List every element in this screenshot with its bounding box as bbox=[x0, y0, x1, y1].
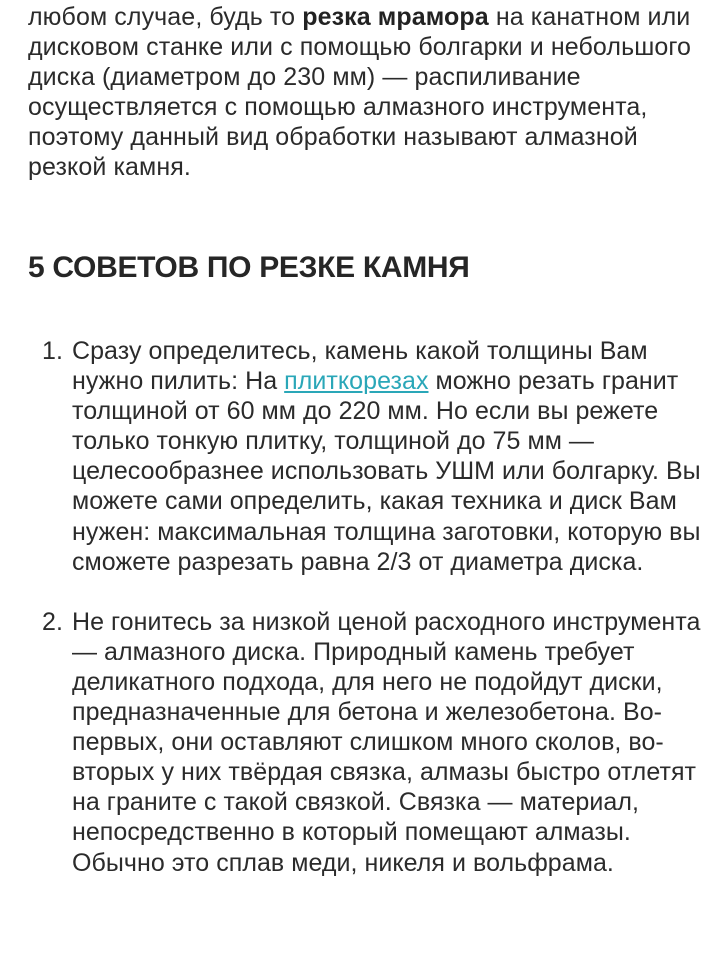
tip-text-after: можно резать гранит толщиной от 60 мм до 220 мм. Но если вы режете только тонкую плитку, толщиной до 75 мм — целесообразнее использовать УШМ или болгарку. Вы можете сами определить, какая техника и диск Вам нужен: максимальная толщина заготовки, которую вы сможете разрезать равна 2/3 от диаметра диска. bbox=[72, 367, 701, 576]
tip-item-1 bbox=[28, 336, 712, 577]
tip-text-before: Сразу определитесь, камень какой толщины Вам нужно пилить: На bbox=[72, 337, 648, 396]
tip-text: Не гонитесь за низкой ценой расходного инструмента — алмазного диска. Природный камень требует деликатного подхода, для него не подойдут диски, предназначенные для бетона и железобетона. Во-первых, они оставляют слишком много сколов, во-вторых у них твёрдая связка, алмазы быстро отлетят на граните с такой связкой. Связка — материал, непосредственно в который помещают алмазы. Обычно это сплав меди, никеля и вольфрама. bbox=[72, 607, 701, 877]
intro-text-before: любом случае, будь то bbox=[28, 3, 303, 31]
tip-number: 1. bbox=[42, 337, 63, 365]
tips-list bbox=[28, 336, 712, 878]
tip-number: 2. bbox=[42, 607, 63, 636]
tile-cutters-link[interactable]: плиткорезах bbox=[284, 367, 429, 396]
intro-bold-term: резка мрамора bbox=[302, 3, 489, 31]
intro-paragraph bbox=[28, 2, 712, 182]
tip-item-2 bbox=[28, 607, 712, 878]
section-heading: 5 СОВЕТОВ ПО РЕЗКЕ КАМНЯ bbox=[28, 251, 470, 284]
intro-text-after: на канатном или дисковом станке или с помощью болгарки и небольшого диска (диаметром до 230 мм) — распиливание осуществляется с помощью алмазного инструмента, поэтому данный вид обработки называют алмазной резкой камня. bbox=[28, 3, 692, 181]
